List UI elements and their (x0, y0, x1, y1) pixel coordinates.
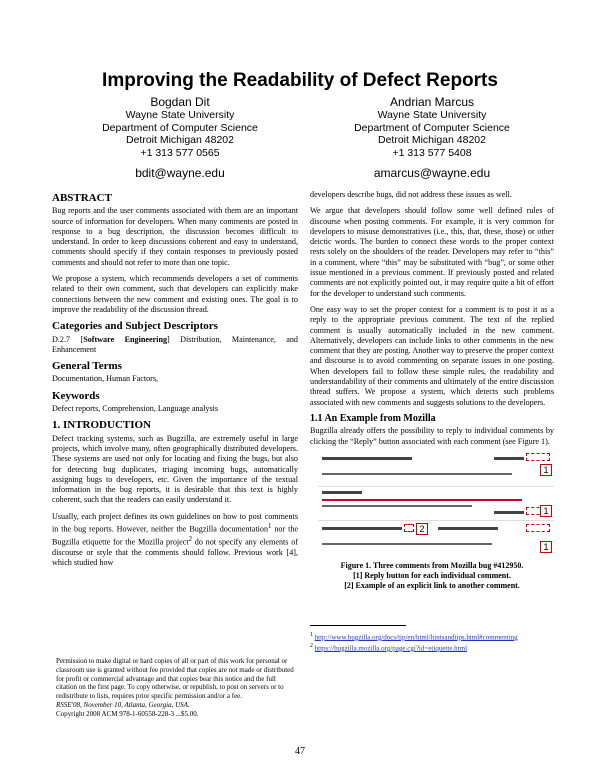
body-paragraph: Bugzilla already offers the possibility to reply to individual comments by clicking the “Reply” button associated with each comment (see Figure 1). (310, 426, 554, 446)
abstract-heading: ABSTRACT (52, 192, 112, 204)
author-email[interactable]: bdit@wayne.edu (135, 166, 225, 181)
comment-row (318, 521, 554, 555)
footnote-number: 2 (310, 642, 313, 649)
permission-text: Permission to make digital or hard copies of all or part of this work for personal or classroom use is granted without fee provided that copies are not made or distributed for profit or commercial advantage and that copies bear this notice and the full citation on the first page. To copy otherwise, or republish, to post on servers or to redistribute to lists, requires prior specific permission and/or a fee. (56, 657, 294, 701)
footnote-link[interactable]: http://www.bugzilla.org/docs/tip/en/html/hintsandtips.html#commenting (314, 633, 518, 642)
body-paragraph: We argue that developers should follow some well defined rules of discourse when posting comments. For example, it is very common for developers to misuse demonstratives (i.e., this, that, these, those) or other deictic words. The burden to connect these words to the proper context rests solely on the shoulders of the reader. Developers may refer to “this” in a comment, where “this” may be substituted with “bug”, or some other issue mentioned in a previous comment. If previously posted and related comments are not explicitly pointed out, it may require quite a bit of effort for the developer to understand such comments. (310, 206, 554, 298)
categories-code: D.2.7 [ (52, 334, 84, 344)
left-column (52, 190, 298, 575)
keywords-text: Defect reports, Comprehension, Language analysis (52, 404, 219, 414)
footnote (310, 631, 554, 642)
categories-text (52, 335, 298, 356)
author-name: Andrian Marcus (389, 95, 475, 109)
author-department: Department of Computer Science (354, 121, 510, 134)
categories-heading: Categories and Subject Descriptors (52, 320, 218, 333)
categories-bold: Software Engineering (83, 334, 168, 344)
author-affiliation: Wayne State University (125, 109, 235, 121)
figure-marker: 1 (540, 464, 552, 476)
figure-marker: 1 (540, 505, 552, 517)
author-phone: +1 313 577 0565 (140, 146, 220, 159)
author-address: Detroit Michigan 48202 (126, 134, 234, 147)
body-paragraph: developers describe bugs, did not address these issues as well. (310, 190, 512, 199)
general-terms-text: Documentation, Human Factors, (52, 374, 159, 384)
intro-text: do not specify any elements of discourse or style that the comments should follow. Previous work [4], which studied how (52, 537, 298, 568)
author-department: Department of Computer Science (102, 121, 258, 134)
figure-marker: 2 (416, 523, 428, 535)
footnote-divider (310, 625, 406, 626)
subsection-heading: 1.1 An Example from Mozilla (310, 412, 436, 424)
abstract-paragraph: Bug reports and the user comments associated with them are an important source of information for developers. When many comments are posted in response to a bug description, the discussion becomes difficult to understand. In order to keep discussions coherent and easy to understand, comments should specify if they contain responses to previously posted comments and should not refer to more than one topic. (52, 206, 298, 267)
author-phone: +1 313 577 5408 (392, 146, 472, 159)
categories-rest: ] Distribution, Maintenance, and Enhancement (52, 334, 298, 354)
intro-paragraph: Defect tracking systems, such as Bugzilla, are extremely useful in large projects, which involve many, often geographically distributed developers. These systems are used not only for locating and fixing the bugs, but also for detecting bug duplicates, triaging incoming bugs, automatically assigning bugs to developers, etc. Given the importance of the textual information in the bug reports, it is desirable that this text is highly coherent, such that the readers can easily understand it. (52, 433, 298, 505)
author-name: Bogdan Dit (150, 95, 210, 109)
author-email[interactable]: amarcus@wayne.edu (373, 166, 491, 181)
figure-marker: 1 (540, 541, 552, 553)
keywords-heading: Keywords (52, 389, 100, 402)
figure-caption: Figure 1. Three comments from Mozilla bug #412950. [1] Reply button for each individual comment. [2] Example of an explicit link to another comment. (340, 560, 524, 590)
page-number: 47 (295, 746, 305, 757)
general-terms-heading: General Terms (52, 360, 122, 373)
comment-row (318, 453, 554, 487)
body-paragraph: One easy way to set the proper context for a comment is to post it as a reply to the appropriate previous comment. The text of the replied comment is usually automatically included in the new comment. Alternatively, developers can include links to other comments in the new comment that they are posting. Another way to preserve the proper context and discourse is to avoid commenting on separate issues in one posting. When developers fail to follow these simple rules, the readability and understandability of their comments and ultimately of the entire discussion thread suffers. We propose a system, which detects such problems associated with new comments and suggests solutions to the developers. (310, 304, 554, 407)
reply-highlight (526, 453, 550, 461)
footnote-ref[interactable]: 2 (188, 536, 192, 544)
author-affiliation: Wayne State University (377, 109, 487, 121)
footnote-link[interactable]: https://bugzilla.mozilla.org/page.cgi?id=etiquette.html (314, 644, 468, 653)
author-block-2 (312, 96, 552, 180)
copyright-text: Copyright 2008 ACM 978-1-60558-228-3 ...$5.00. (56, 709, 199, 718)
figure-screenshot (318, 453, 554, 555)
abstract-paragraph: We propose a system, which recommends developers a set of comments related to their own comment, such that developers can explicitly make connections between the new comment and existing ones. The goal is to improve the readability of the discussion thread. (52, 274, 298, 314)
venue-text: RSSE'08, November 10, Atlanta, Georgia, USA. (56, 700, 190, 709)
comment-row (318, 487, 554, 521)
footnote-number: 1 (310, 631, 313, 638)
intro-text: nor the Bugzilla etiquette for the Mozilla project (52, 524, 299, 547)
permission-block (56, 657, 296, 719)
reply-highlight (526, 524, 550, 532)
right-column (310, 190, 554, 653)
link-highlight (404, 524, 414, 532)
intro-paragraph (52, 512, 298, 569)
author-block-1 (60, 96, 300, 180)
footnote-ref[interactable]: 1 (268, 523, 272, 531)
author-address: Detroit Michigan 48202 (378, 134, 486, 147)
introduction-heading: 1. INTRODUCTION (52, 419, 152, 432)
footnote (310, 642, 554, 653)
intro-text: Usually, each project defines its own guidelines on how to post comments in the bug reports. However, neither the Bugzilla documentation (52, 511, 298, 534)
paper-title: Improving the Readability of Defect Reports (102, 70, 498, 91)
